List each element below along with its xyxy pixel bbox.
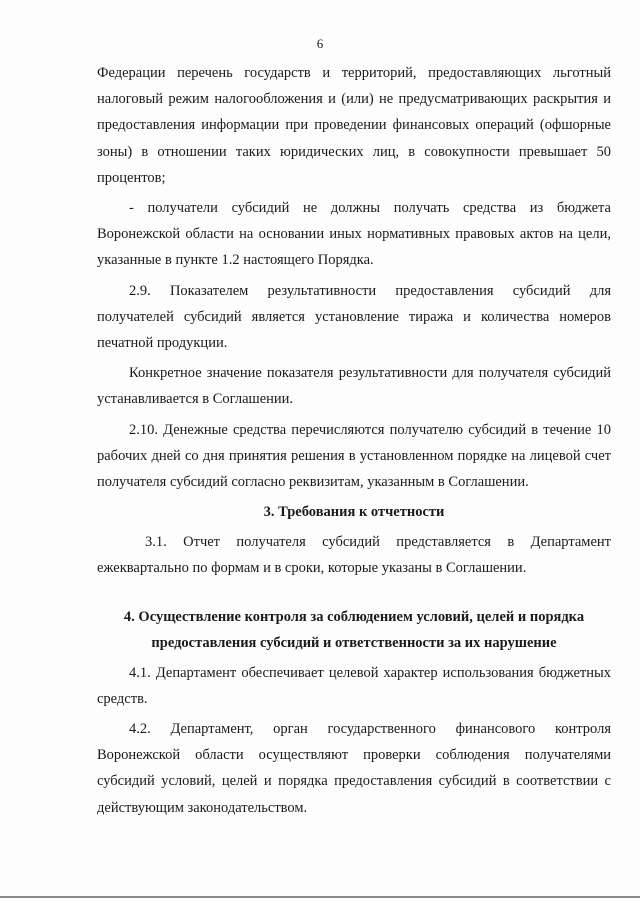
section-heading-3: 3. Требования к отчетности (263, 504, 445, 521)
paragraph-offshore: Федерации перечень государств и территорий, предоставляющих льготный налоговый режим налогообложения и (или) не предусматривающих раскрытия и предоставления информации при проведении финансовых операций (офшорные зоны) в отношении таких юридических лиц, в совокупности превышает 50 процентов; (97, 65, 611, 186)
paragraph-3-1: 3.1. Отчет получателя субсидий представляется в Департамент ежеквартально по формам и в сроки, которые указаны в Соглашении. (97, 534, 611, 577)
page-number: 6 (316, 36, 324, 51)
paragraph-4-2: 4.2. Департамент, орган государственного финансового контроля Воронежской области осуществляют проверки соблюдения получателями субсидий условий, целей и порядка предоставления субсидий в соответствии с действующим законодательством. (97, 721, 611, 816)
section-heading-4: 4. Осуществление контроля за соблюдением условий, целей и порядка предоставления субсидий и ответственности за их нарушение (123, 608, 585, 651)
paragraph-2-9: 2.9. Показателем результативности предоставления субсидий для получателей субсидий является установление тиража и количества номеров печатной продукции. (97, 282, 611, 352)
document-body (97, 60, 611, 821)
paragraph-indicator-value: Конкретное значение показателя результативности для получателя субсидий устанавливается в Соглашении. (97, 365, 611, 408)
paragraph-recipients: - получатели субсидий не должны получать средства из бюджета Воронежской области на основании иных нормативных правовых актов на цели, указанные в пункте 1.2 настоящего Порядка. (97, 200, 611, 269)
paragraph-4-1: 4.1. Департамент обеспечивает целевой характер использования бюджетных средств. (97, 664, 611, 707)
paragraph-2-10: 2.10. Денежные средства перечисляются получателю субсидий в течение 10 рабочих дней со дня принятия решения в установленном порядке на лицевой счет получателя субсидий согласно реквизитам, указанным в Соглашении. (97, 421, 611, 491)
scan-edge-line (0, 896, 640, 898)
